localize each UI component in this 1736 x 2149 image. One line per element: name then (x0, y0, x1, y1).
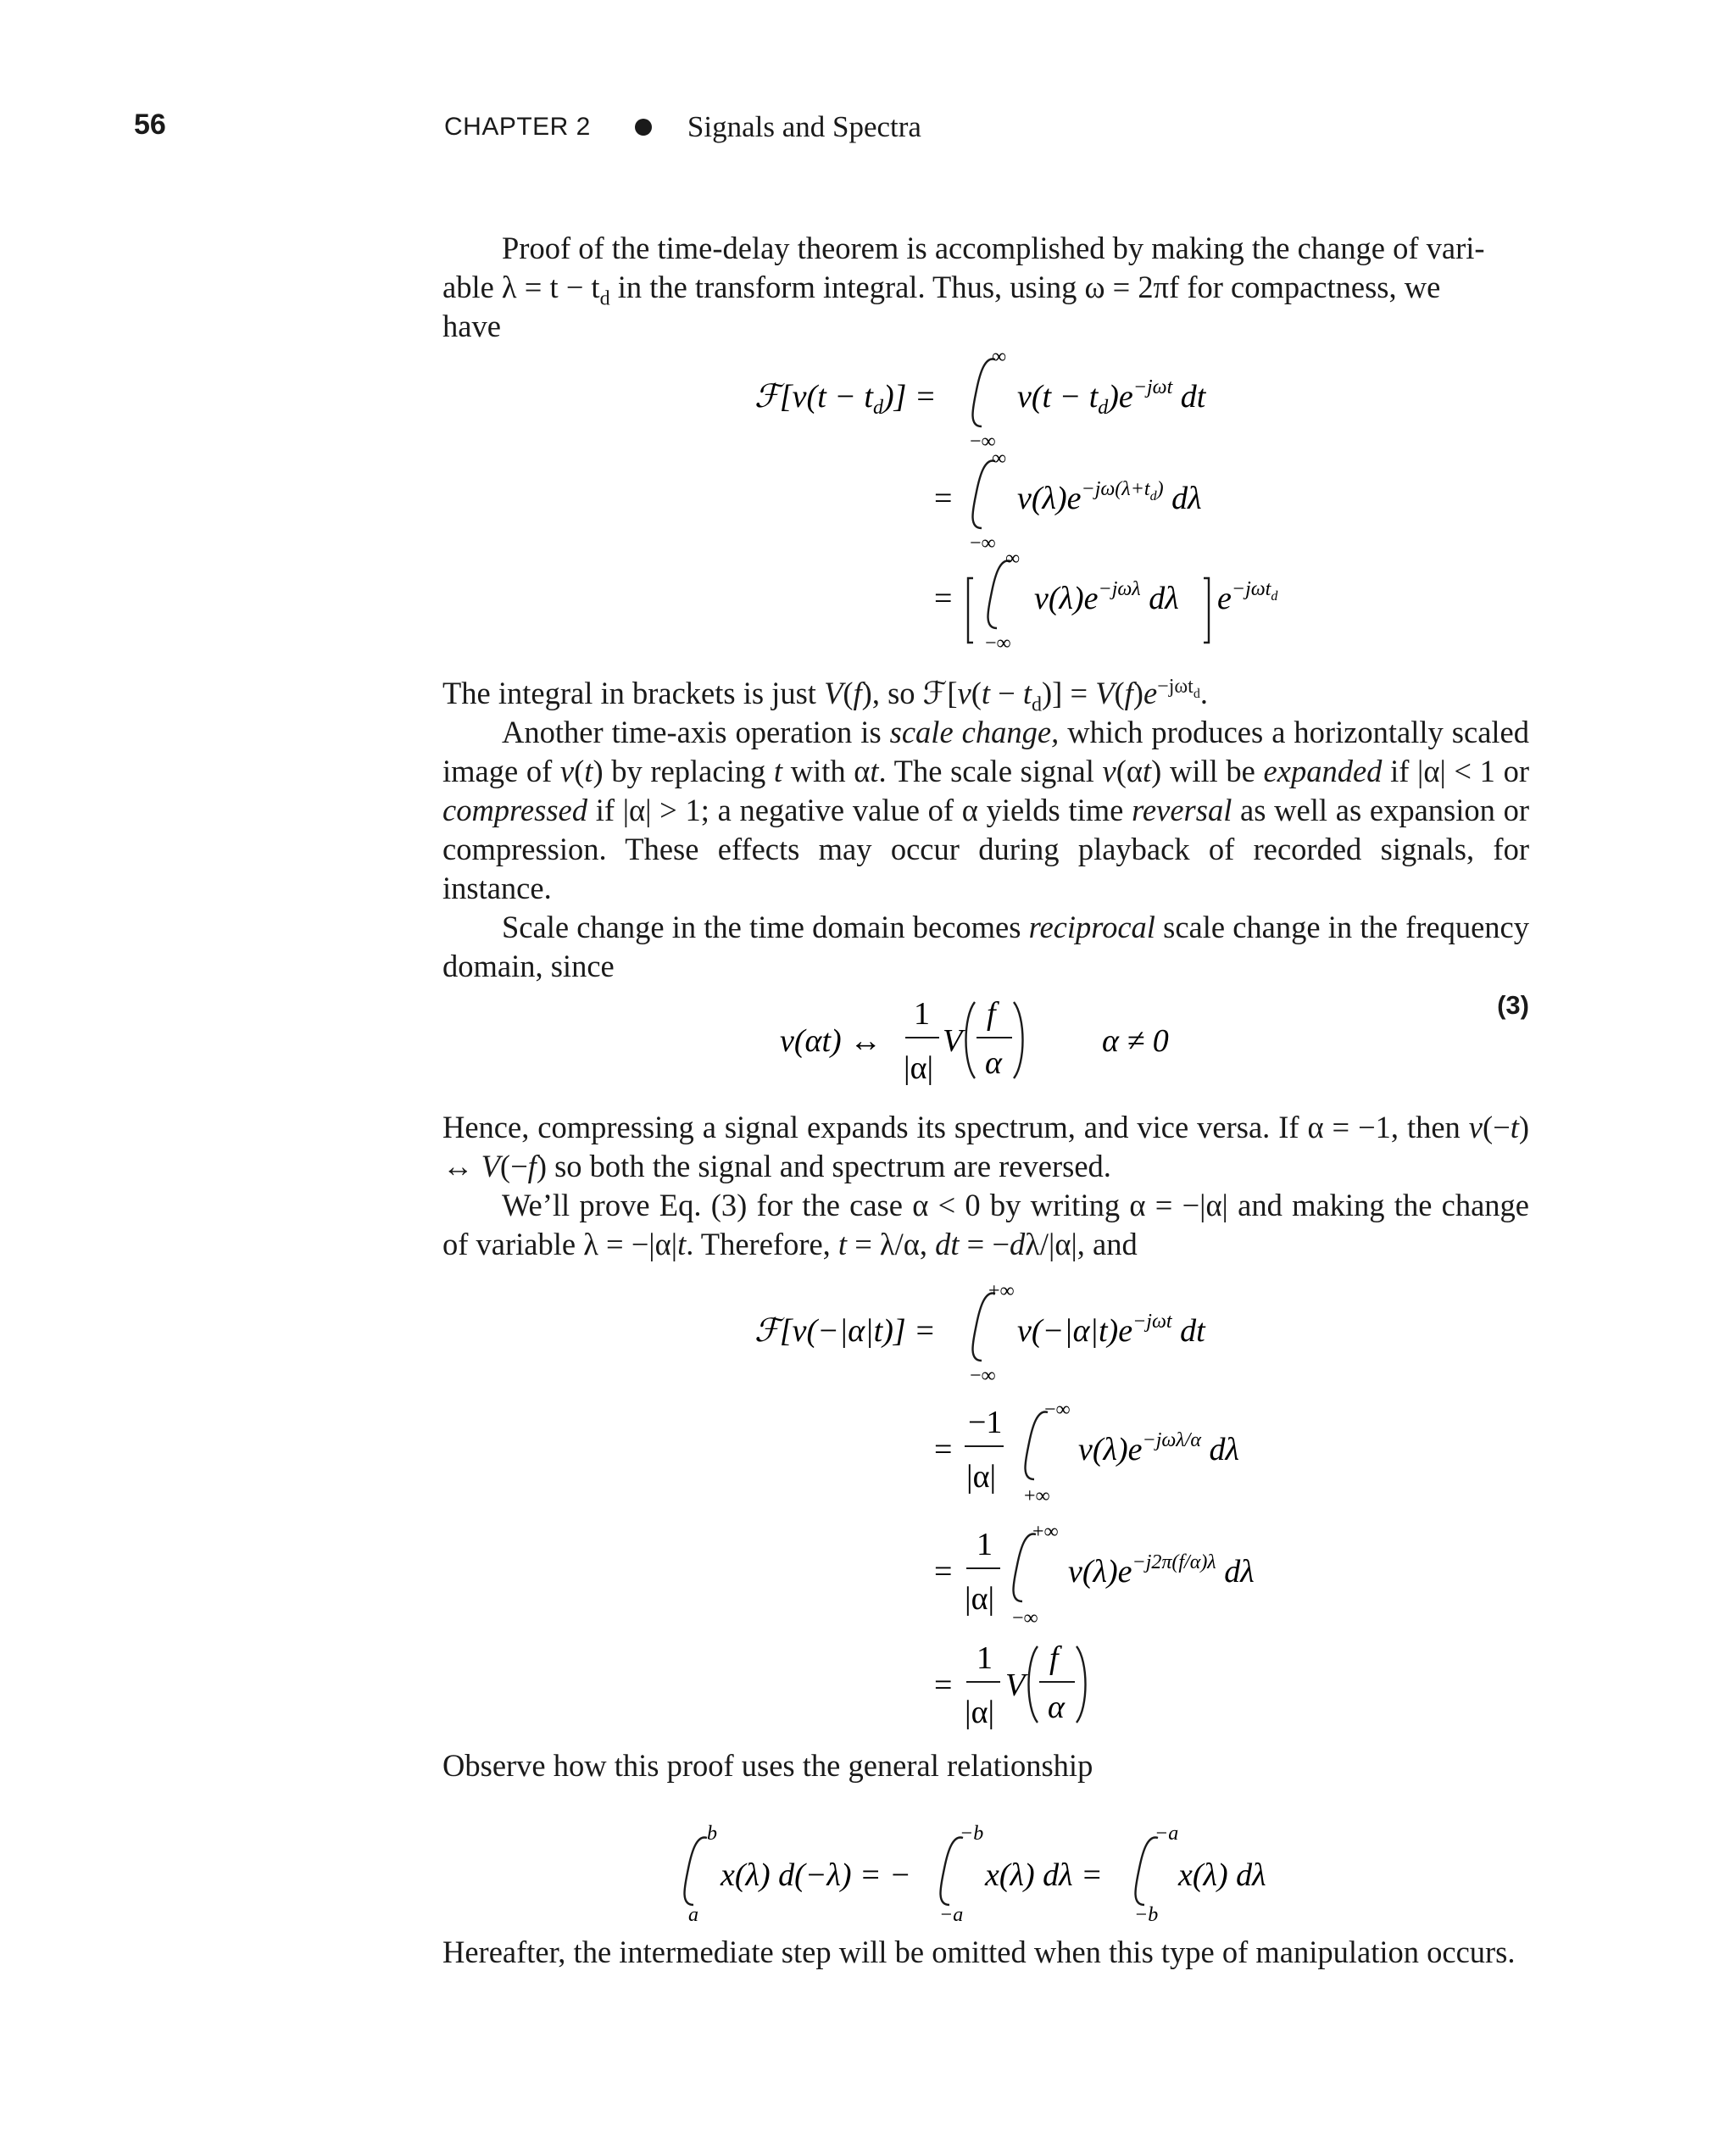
svg-text:−a: −a (939, 1904, 964, 1924)
equation-3-scale-change (763, 983, 1271, 1094)
svg-text:−a: −a (1155, 1823, 1179, 1845)
paragraph-observe (442, 1746, 1529, 1785)
svg-text:f: f (1049, 1640, 1059, 1676)
svg-text:v(λ)e−j2π(f/α)λ dλ: $v(\lambda)e^{-j2\pi(f/\alpha)\lambda}$ dλ (1068, 1551, 1255, 1589)
paragraph-compression (442, 1108, 1529, 1264)
equals-sign: = (934, 581, 953, 616)
text-line: Another time-axis operation is scale change, which produces a horizontally scaled image of v(t) by replacing t with αt. The scale signal v(αt) will be expanded if |α| < 1 or compressed if |α| > 1; a negative value of α yields time reversal as well as expansion or compression. These effects may occur during playback of recorded signals, for instance. (442, 715, 1529, 905)
svg-text:α: α (1048, 1690, 1065, 1725)
svg-text:−∞: −∞ (1012, 1607, 1038, 1629)
svg-text:x(λ) d(−λ) = −: x(λ) d(−λ) = − (721, 1857, 911, 1893)
integral-sign-icon (941, 1837, 964, 1905)
paragraph-hereafter (442, 1933, 1529, 1972)
svg-text:ℱ[v(−|α|t)] =: ℱ[v(−|α|t)] = (754, 1313, 936, 1349)
integral-sign-icon (988, 560, 1011, 628)
svg-text:b: b (707, 1823, 717, 1845)
eq-step1: $v(t - t_d)e^{-j\omega t}$ dt (1017, 376, 1206, 419)
text-line: have (442, 309, 501, 343)
eq-lhs: ℱ[v(t − $t_d$)] = (754, 379, 937, 419)
svg-text:−∞: −∞ (970, 532, 996, 554)
svg-text:x(λ) dλ: x(λ) dλ (1178, 1857, 1266, 1893)
svg-text:|α|: |α| (965, 1581, 995, 1617)
svg-text:|α|: |α| (965, 1695, 995, 1730)
lower-limit: −∞ (970, 431, 996, 453)
text-line: Observe how this proof uses the general relationship (442, 1748, 1093, 1783)
svg-text:−b: −b (1134, 1904, 1159, 1924)
paragraph-time-delay-proof (442, 229, 1529, 346)
chapter-label: CHAPTER 2 (444, 113, 591, 141)
svg-text:−∞: −∞ (970, 1365, 996, 1387)
svg-text:f: f (987, 996, 996, 1032)
svg-text:1: 1 (976, 1640, 993, 1676)
svg-text:−1: −1 (968, 1405, 1003, 1440)
bullet-dot-icon (635, 119, 652, 136)
svg-text:∞: ∞ (992, 448, 1007, 470)
integral-sign-icon (973, 359, 996, 426)
svg-text:V: V (943, 1023, 963, 1059)
upper-limit: ∞ (992, 346, 1007, 368)
svg-text:1: 1 (976, 1527, 993, 1562)
equation-scale-proof (746, 1272, 1390, 1746)
integral-sign-icon (1136, 1837, 1159, 1905)
text-line: Hence, compressing a signal expands its spectrum, and vice versa. If α = −1, then v(−t) ↔ V(−f) so both the signal and spectrum are reversed. (442, 1110, 1529, 1183)
svg-text:|α|: |α| (966, 1459, 997, 1495)
svg-text:e−jωtd: $e^{-j\omega t}d$ (1217, 578, 1278, 616)
svg-text:=: = (934, 1554, 953, 1589)
svg-text:+∞: +∞ (988, 1280, 1015, 1302)
svg-text:=: = (934, 1432, 953, 1467)
text-line: We’ll prove Eq. (3) for the case α < 0 by writing α = −|α| and making the change of variable λ = −|α|t. Therefore, t = λ/α, dt = −dλ/|α|, and (442, 1188, 1529, 1261)
svg-text:α: α (985, 1045, 1002, 1081)
running-head (444, 110, 921, 144)
svg-text:∞: ∞ (1005, 548, 1021, 570)
svg-text:+∞: +∞ (1032, 1521, 1059, 1543)
equals-sign: = (934, 481, 953, 516)
svg-text:1: 1 (914, 996, 930, 1032)
svg-text:x(λ) dλ =: x(λ) dλ = (985, 1857, 1103, 1893)
integral-sign-icon (1026, 1411, 1049, 1479)
equation-time-delay (746, 339, 1390, 661)
svg-text:V: V (1005, 1667, 1026, 1703)
text-line: Proof of the time-delay theorem is accomplished by making the change of vari- (502, 231, 1485, 265)
svg-text:a: a (688, 1904, 698, 1924)
svg-text:v(αt) ↔: v(αt) ↔ (780, 1023, 882, 1059)
svg-text:|α|: |α| (904, 1050, 934, 1086)
text-line: Hereafter, the intermediate step will be omitted when this type of manipulation occurs. (442, 1935, 1516, 1969)
equation-number: (3) (1497, 990, 1529, 1020)
text-line: Scale change in the time domain becomes reciprocal scale change in the frequency domain, since (442, 910, 1529, 983)
integral-sign-icon (973, 1293, 996, 1361)
page-number: 56 (134, 109, 166, 141)
svg-text:v(−|α|t)e−jωt dt: $v(-|\alpha|t)e^{-j\omega t}$ dt (1017, 1311, 1205, 1349)
integral-sign-icon (685, 1837, 708, 1905)
chapter-title: Signals and Spectra (687, 110, 921, 143)
eq-step3: $v(\lambda)e^{-j\omega\lambda}$ dλ (1034, 578, 1179, 616)
svg-text:+∞: +∞ (1024, 1485, 1050, 1507)
svg-text:−b: −b (960, 1823, 984, 1845)
paragraph-scale-change (442, 674, 1529, 986)
svg-text:v(λ)e−jωλ/α dλ: $v(\lambda)e^{-j\omega\lambda/\alpha}$ dλ (1078, 1429, 1239, 1467)
svg-text:−∞: −∞ (985, 632, 1011, 654)
svg-text:−∞: −∞ (1044, 1399, 1071, 1421)
text-line: The integral in brackets is just V(f), so ℱ[v(t − $t_d)] = V(f)e^{-j\omega t_d}$. (442, 675, 1208, 716)
integral-sign-icon (1014, 1534, 1037, 1601)
svg-text:=: = (934, 1667, 953, 1703)
equation-general-relationship (670, 1806, 1348, 1924)
eq-step2: $v(\lambda)e^{-j\omega(\lambda+t}d$) dλ (1017, 478, 1202, 516)
eq3-condition: α ≠ 0 (1102, 1023, 1169, 1059)
text-line: able $\lambda = t - t_d$ in the transform integral. Thus, using ω = 2πf for compactness, we (442, 270, 1441, 310)
integral-sign-icon (973, 460, 996, 528)
